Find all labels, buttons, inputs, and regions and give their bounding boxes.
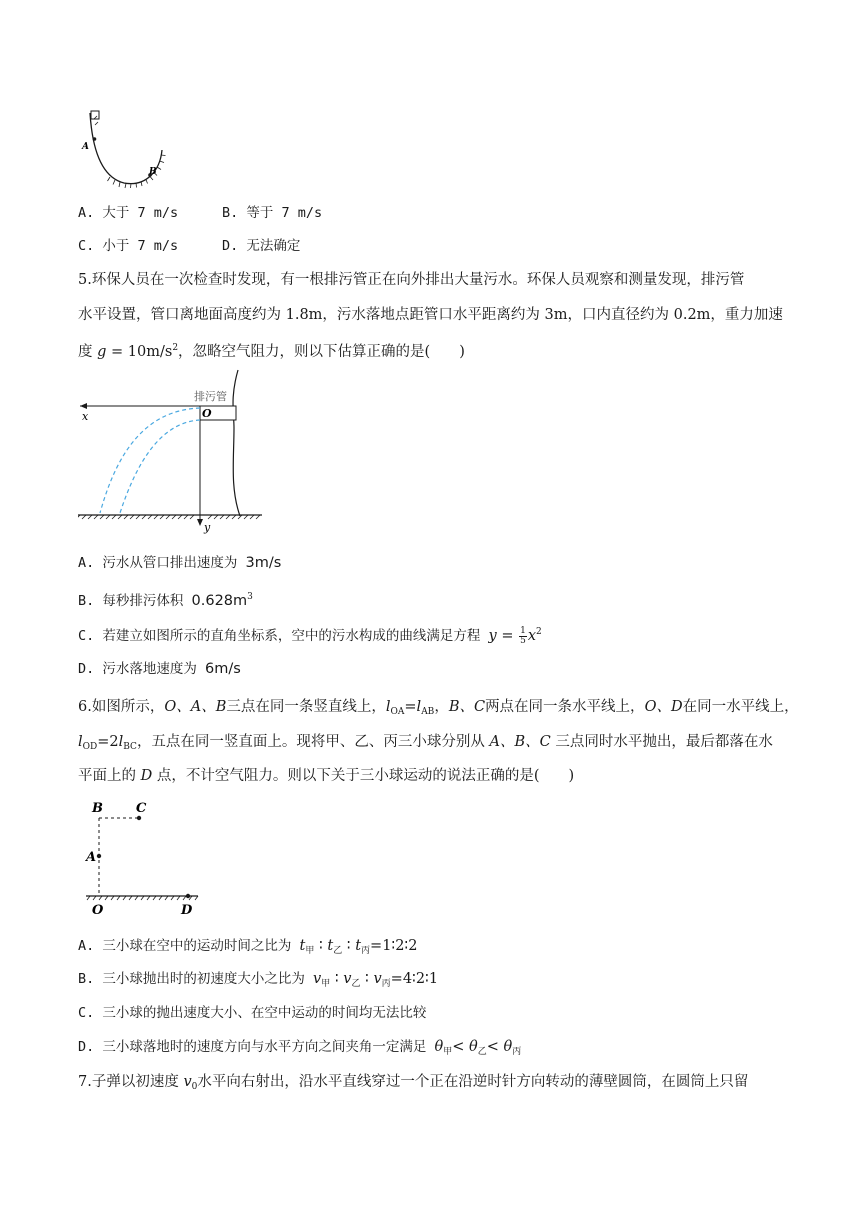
q6-option-b[interactable]: B. 三小球抛出时的初速度大小之比为 $v_甲$ ∶ $v_乙$ ∶ $v_丙=4∶2∶1$	[78, 971, 439, 989]
q5-y-axis-label: y	[204, 521, 211, 534]
q5-pipe-diagram	[78, 368, 268, 534]
q6-option-c[interactable]: C. 三小球的抛出速度大小、在空中运动的时间均无法比较	[78, 1005, 427, 1021]
q5-stem-line-1: 5.环保人员在一次检查时发现，有一根排污管正在向外排出大量污水。环保人员观察和测量发现，排污管	[78, 272, 745, 288]
q5-origin-label: O	[202, 407, 212, 420]
q6-point-a	[97, 854, 101, 858]
q4-option-c[interactable]: C. 小于 7 m/s	[78, 238, 179, 254]
q5-option-d[interactable]: D. 污水落地速度为 6m/s	[78, 661, 241, 677]
q5-g-symbol: g	[97, 344, 107, 360]
q6-option-a[interactable]: A. 三小球在空中的运动时间之比为 $t_甲$ ∶ $t_乙$ ∶ $t_丙=1∶2∶2$	[78, 938, 418, 956]
q4-option-b[interactable]: B. 等于 7 m/s	[222, 205, 323, 221]
q6-stem-line-2: $l_{OD}=2l_{BC}$，五点在同一竖直面上。现将甲、乙、丙三小球分别从 A、B、C 三点同时水平抛出，最后都落在水	[78, 734, 773, 752]
q6-point-d	[186, 894, 190, 898]
q4-track-diagram	[78, 105, 178, 195]
q6-option-d[interactable]: D. 三小球落地时的速度方向与水平方向之间夹角一定满足 $\theta_甲< \theta_乙< \theta_丙$	[78, 1039, 522, 1057]
q5-stem-line-3: 度 $g = 10m/s^2$，忽略空气阻力，则以下估算正确的是( )	[78, 343, 465, 360]
q6-stem-line-3: 平面上的 D 点，不计空气阻力。则以下关于三小球运动的说法正确的是( )	[78, 768, 575, 784]
q4-option-a[interactable]: A. 大于 7 m/s	[78, 205, 179, 221]
q5-x-axis-label: x	[82, 410, 89, 423]
q6-label-b: B	[92, 801, 103, 816]
q6-label-a: A	[86, 850, 97, 865]
q4-option-d[interactable]: D. 无法确定	[222, 238, 301, 254]
q6-point-c	[137, 816, 141, 820]
q5-option-a[interactable]: A. 污水从管口排出速度为 3m/s	[78, 555, 282, 571]
q5-stem-line-2: 水平设置，管口离地面高度约为 1.8m，污水落地点距管口水平距离约为 3m，口内直径约为 0.2m，重力加速	[78, 307, 783, 323]
q6-figure	[82, 798, 212, 920]
q6-label-o: O	[92, 903, 104, 918]
q6-points-diagram	[82, 798, 212, 920]
q4-figure	[78, 105, 178, 195]
q5-figure	[78, 368, 268, 534]
q4-label-b: B	[149, 167, 157, 177]
q6-label-d: D	[181, 903, 193, 918]
q6-label-c: C	[136, 801, 147, 816]
q4-label-a: A	[82, 142, 89, 152]
q5-option-b[interactable]: B. 每秒排污体积 $0.628m^3$	[78, 592, 253, 609]
q5-fraction: $\frac{1}{5}$	[520, 625, 526, 646]
q5-option-c[interactable]: C. 若建立如图所示的直角坐标系，空中的污水构成的曲线满足方程 y = $\frac{1}{5}$ $x^2$	[78, 625, 542, 646]
q7-stem-line-1: 7.子弹以初速度 $v_0$水平向右射出，沿水平直线穿过一个正在沿逆时针方向转动的薄壁圆筒，在圆筒上只留	[78, 1074, 749, 1092]
q6-stem-line-1: 6.如图所示，O、A、B三点在同一条竖直线上，$l_{OA}=l_{AB}$，B、C两点在同一条水平线上，O、D在同一水平线上，	[78, 699, 799, 717]
q5-pipe-label: 排污管	[194, 390, 227, 403]
